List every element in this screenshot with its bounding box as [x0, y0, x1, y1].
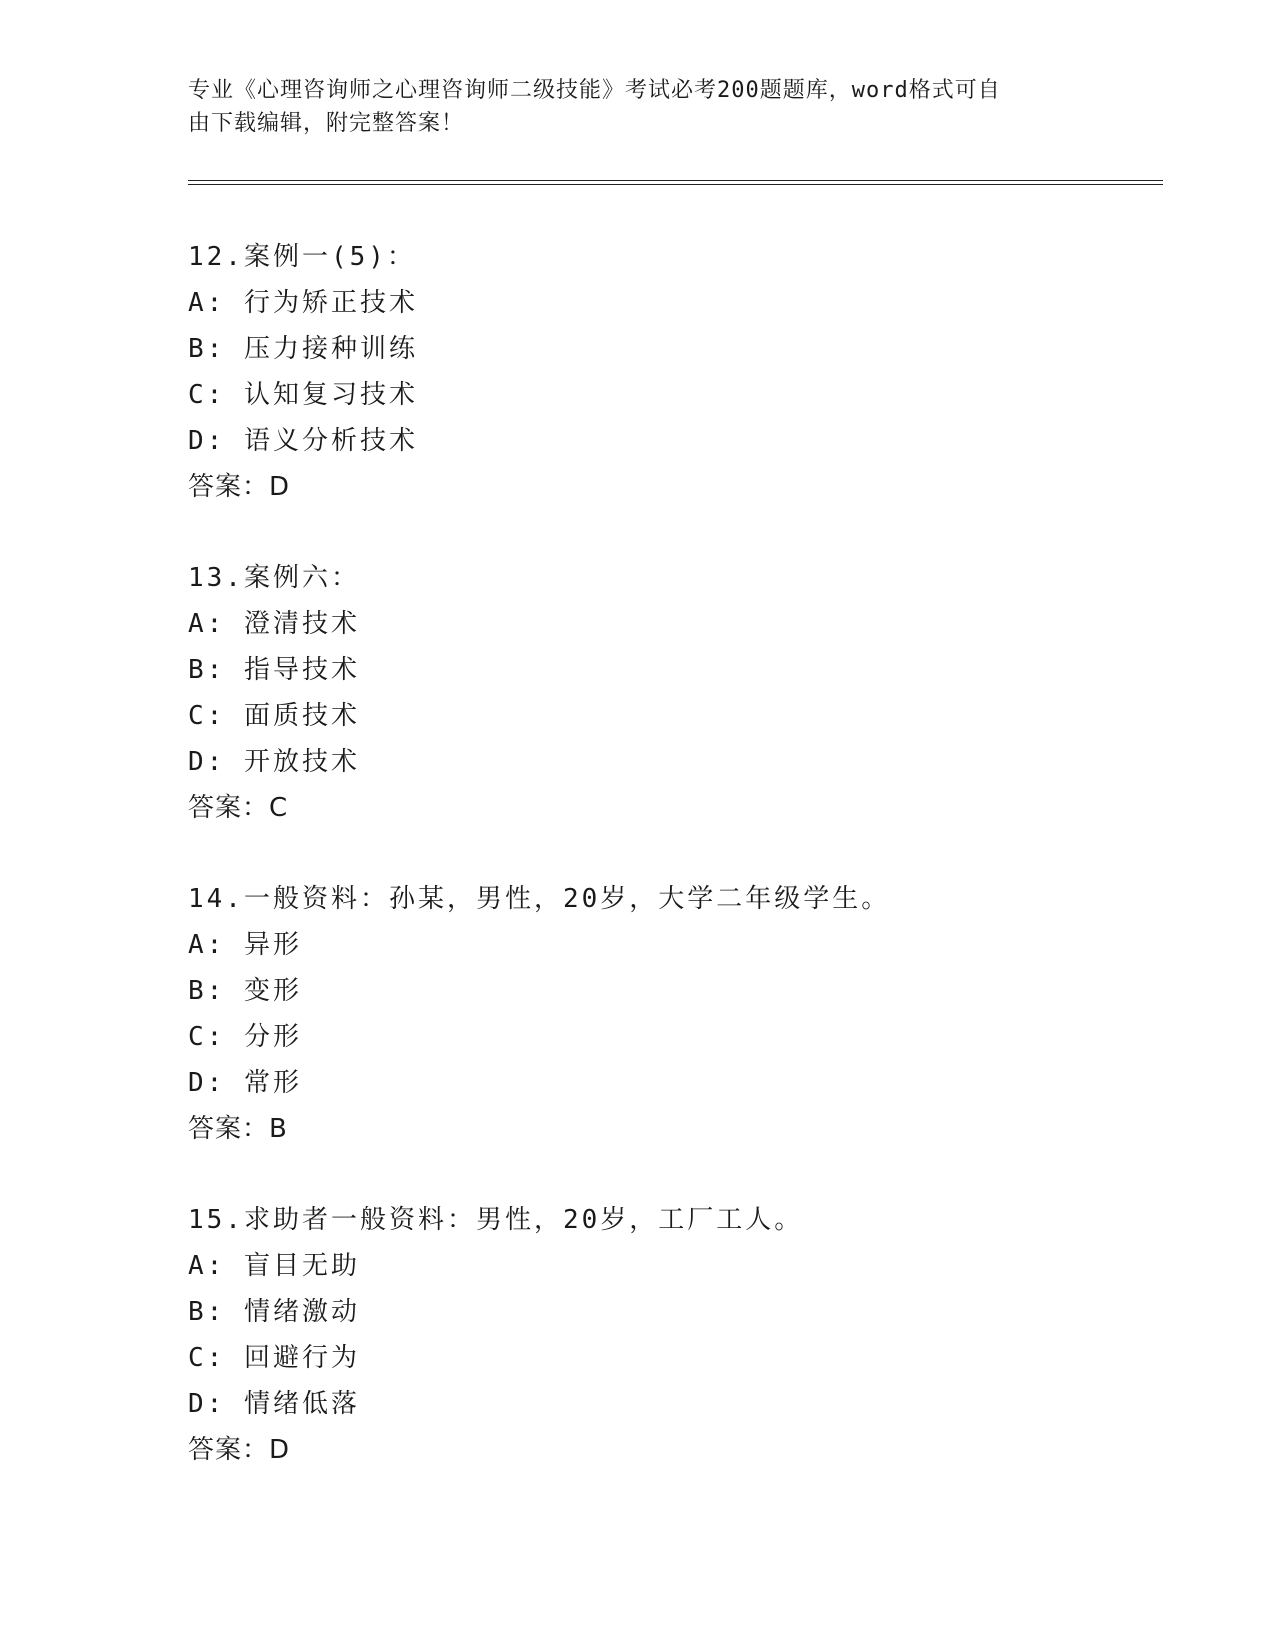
answer: 答案：D	[188, 1435, 291, 1465]
answer: 答案：D	[188, 472, 291, 502]
answer: 答案：C	[188, 793, 289, 823]
question-15	[188, 1197, 1163, 1473]
question-14	[188, 876, 1163, 1152]
question-stem: 13.案例六：	[188, 563, 360, 593]
option-d: D: 常形	[188, 1068, 302, 1098]
option-a: A: 异形	[188, 930, 302, 960]
header-line-1: 专业《心理咨询师之心理咨询师二级技能》考试必考200题题库，word格式可自	[188, 78, 1001, 103]
header-divider-bottom	[188, 184, 1163, 185]
option-b: B: 压力接种训练	[188, 334, 418, 364]
option-d: D: 情绪低落	[188, 1389, 360, 1419]
question-stem: 14.一般资料：孙某，男性，20岁，大学二年级学生。	[188, 884, 891, 914]
question-stem: 12.案例一(5)：	[188, 242, 416, 272]
option-a: A: 澄清技术	[188, 609, 360, 639]
option-b: B: 指导技术	[188, 655, 360, 685]
header-line-2: 由下载编辑，附完整答案！	[188, 111, 465, 136]
document-header	[188, 74, 1068, 140]
answer: 答案：B	[188, 1114, 288, 1144]
option-b: B: 变形	[188, 976, 302, 1006]
header-divider-top	[188, 180, 1163, 181]
question-12	[188, 234, 1163, 510]
option-b: B: 情绪激动	[188, 1297, 360, 1327]
option-c: C: 认知复习技术	[188, 380, 418, 410]
option-a: A: 行为矫正技术	[188, 288, 418, 318]
option-a: A: 盲目无助	[188, 1251, 360, 1281]
question-stem: 15.求助者一般资料：男性，20岁，工厂工人。	[188, 1205, 804, 1235]
option-c: C: 分形	[188, 1022, 302, 1052]
question-13	[188, 555, 1163, 831]
option-d: D: 语义分析技术	[188, 426, 418, 456]
option-c: C: 回避行为	[188, 1343, 360, 1373]
option-d: D: 开放技术	[188, 747, 360, 777]
option-c: C: 面质技术	[188, 701, 360, 731]
